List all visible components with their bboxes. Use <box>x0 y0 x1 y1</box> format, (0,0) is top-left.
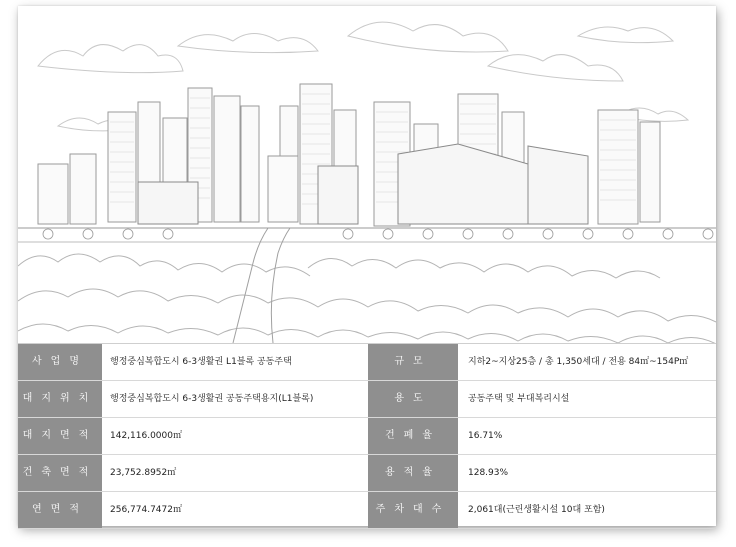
row-value: 행정중심복합도시 6-3생활권 공동주택용지(L1블록) <box>110 394 314 404</box>
row-label: 대지면적 <box>18 418 102 454</box>
project-info-table <box>18 343 716 527</box>
row-label: 주차대수 <box>368 492 458 528</box>
row-value: 23,752.8952㎡ <box>110 468 177 478</box>
row-value: 행정중심복합도시 6-3생활권 L1블록 공동주택 <box>110 357 292 367</box>
table-row <box>18 344 716 381</box>
row-value: 지하2~지상25층 / 총 1,350세대 / 전용 84㎡~154P㎡ <box>468 357 689 367</box>
row-value: 128.93% <box>468 468 509 478</box>
row-value: 2,061대(근린생활시설 10대 포함) <box>468 505 605 515</box>
row-label: 규모 <box>368 344 458 380</box>
table-row <box>18 492 716 529</box>
row-value: 142,116.0000㎡ <box>110 431 182 441</box>
row-value: 16.71% <box>468 431 503 441</box>
row-label: 용적율 <box>368 455 458 491</box>
project-card <box>18 6 716 526</box>
row-label: 사업명 <box>18 344 102 380</box>
row-label: 용도 <box>368 381 458 417</box>
city-skyline-illustration <box>18 6 716 343</box>
city-skyline-sketch-icon <box>18 6 716 343</box>
row-label: 대지위치 <box>18 381 102 417</box>
row-value: 공동주택 및 부대복리시설 <box>468 394 570 404</box>
row-label: 건축면적 <box>18 455 102 491</box>
row-value: 256,774.7472㎡ <box>110 505 182 515</box>
table-row <box>18 418 716 455</box>
table-row <box>18 381 716 418</box>
row-label: 연면적 <box>18 492 102 528</box>
table-row <box>18 455 716 492</box>
row-label: 건폐율 <box>368 418 458 454</box>
